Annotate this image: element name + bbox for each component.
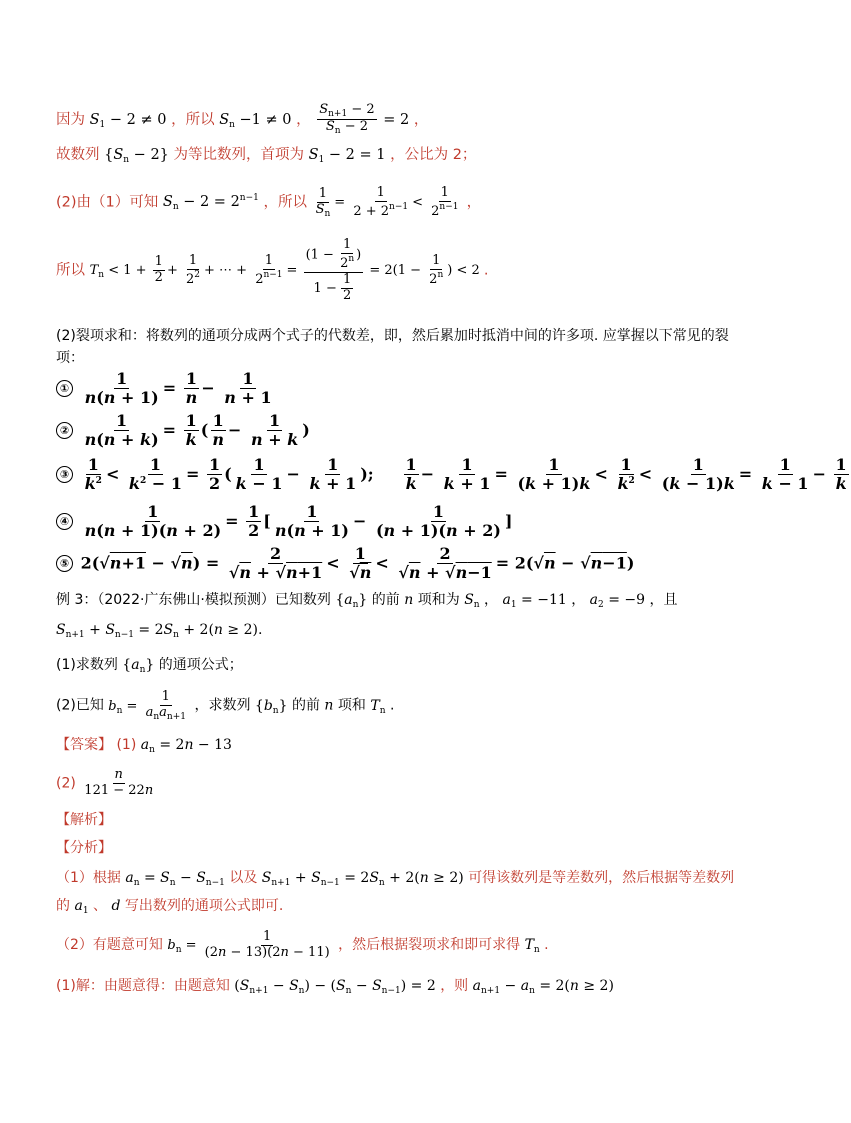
jiexi-label: [56, 812, 112, 829]
math-inline: d: [111, 898, 121, 914]
math-inline: $\{a_n\}$: [122, 657, 155, 675]
text-fragment: ，: [571, 592, 586, 608]
text-fragment: 可得该数列是等差数列，然后根据等差数列的: [56, 870, 735, 914]
item-marker: ①: [56, 380, 73, 397]
math-inline: $a_1 = -11$: [502, 592, 567, 610]
solution-line-3: [56, 186, 481, 220]
math-inline: $\{S_n - 2\}$: [104, 147, 169, 165]
text-fragment: （1）根据: [56, 870, 121, 886]
analysis-1: [56, 864, 746, 920]
math-inline: $\frac{1}{S_n}$ = $\frac{1}{2 + 2^{n-1}}$ < $\frac{1}{2^{n-1}}$: [315, 185, 459, 219]
math-inline: $T_n < 1$ + $\frac{1}{2}$ + $\frac{1}{2^2}$ + ⋯ + $\frac{1}{2^{n-1}}$ = (1 − $\frac{1}{2^n}$ ) 1 − $\frac{1}{2}$ = 2(1 − $\frac{1}{2^n}$ ) < 2: [89, 237, 484, 303]
analysis-2: [56, 930, 549, 961]
question-2: [56, 690, 394, 722]
text-fragment: 所以: [56, 262, 85, 279]
text-fragment: 项和为: [417, 592, 460, 608]
text-fragment: 因为: [56, 111, 85, 128]
math-inline: $S_1 - 2 = 1$: [308, 147, 386, 165]
math-inline: $a_1$: [74, 898, 89, 916]
math-inline: = 2: [383, 111, 410, 128]
formula-2: ② $\frac{1}{n(n + k)}$ = $\frac{1}{k}$ ( $\frac{1}{n}$ − $\frac{1}{n + k}$ ): [56, 412, 310, 450]
solution-start: [56, 978, 614, 997]
text-fragment: ，则: [440, 978, 469, 994]
item-marker: ④: [56, 513, 73, 530]
math-inline: $S_1 - 2 \ne 0$: [89, 111, 167, 130]
text-fragment: 的通项公式；: [158, 657, 243, 673]
math-inline: n: [324, 697, 334, 714]
text-fragment: (1): [116, 737, 137, 753]
answer-label: 【答案】: [56, 737, 112, 753]
item-marker: ⑤: [56, 555, 73, 572]
text-fragment: ，: [484, 592, 499, 608]
formula-4: ④ $\frac{1}{n(n + 1)(n + 2)}$ = $\frac{1}{2}$ [ $\frac{1}{n(n + 1)}$ − $\frac{1}{(n + 1)(n + 2)}$ ]: [56, 503, 512, 541]
fenxi-label: [56, 840, 112, 857]
math-inline: $a_n = 2n - 13$: [140, 737, 232, 755]
example-condition: $S_{n+1} + S_{n-1} = 2S_n + 2(n \ge 2)$.: [56, 622, 263, 640]
answer-line-2: [56, 768, 157, 799]
fraction: $\frac{n}{121 - 22n}$: [84, 767, 154, 798]
math-inline: $S_n -1 \ne 0$: [219, 111, 292, 130]
math-inline: $a_{n+1} - a_n = 2(n \ge 2)$: [472, 978, 614, 996]
text-fragment: ，且: [649, 592, 678, 608]
text-fragment: (1)解：由题意得：由题意知: [56, 978, 230, 994]
math-inline: $S_n$: [464, 592, 480, 610]
text-fragment: 例 3：（2022·广东佛山·模拟预测）已知数列: [56, 592, 331, 608]
math-inline: $\{b_n\}$: [254, 697, 288, 716]
math-inline: $b_n$ = $\frac{1}{(2n - 13)(2n - 11)}$: [167, 929, 330, 960]
text-fragment: (2)已知: [56, 697, 104, 714]
text-fragment: ，所以: [171, 111, 215, 128]
solution-line-2: [56, 147, 476, 166]
math-inline: $b_n$ = $\frac{1}{a_na_{n+1}}$: [108, 689, 186, 722]
math-inline: $a_2 = -9$: [589, 592, 646, 610]
text-fragment: 以及: [229, 870, 258, 886]
text-fragment: ，: [413, 111, 429, 128]
math-inline: $a_n = S_n - S_{n-1}$: [125, 870, 225, 888]
solution-line-4: [56, 238, 489, 304]
formula-3: ③ $\frac{1}{k^2}$ < $\frac{1}{k^2 - 1}$ = $\frac{1}{2}$ ( $\frac{1}{k - 1}$ − $\frac{1}{k + 1}$ ); $\frac{1}{k}$ − $\frac{1}{k + 1}$ = $\frac{1}{(k + 1)k}$ < $\frac{1}{k^2}$ < $\frac{1}{(k - 1)k}$ = $\frac{1}{k - 1}$ − $\frac{1}{k}$: [56, 456, 851, 494]
text-fragment: ，所以: [263, 194, 307, 211]
text-fragment: (2): [56, 775, 76, 792]
fraction: $\frac{S_{n+1} - 2}{S_n - 2}$: [319, 102, 375, 137]
math-inline: $T_n$: [370, 697, 386, 716]
text-fragment: ，公比为 2；: [390, 147, 477, 163]
item-marker: ③: [56, 466, 73, 483]
question-1: [56, 657, 243, 676]
math-inline: $T_n$: [524, 936, 540, 955]
text-fragment: 、: [93, 898, 107, 914]
text-fragment: 【解析】: [56, 812, 112, 828]
item-marker: ②: [56, 422, 73, 439]
example-title: [56, 592, 678, 611]
math-inline: n: [404, 592, 414, 608]
text-fragment: 故数列: [56, 147, 100, 163]
math-inline: $\{a_n\}$: [335, 592, 368, 610]
text-fragment: .: [483, 262, 489, 279]
text-fragment: (2)裂项求和：将数列的通项分成两个式子的代数差，即，然后累加时抵消中间的许多项. 应掌握以下常见的裂项：: [56, 328, 729, 367]
text-fragment: 写出数列的通项公式即可.: [124, 898, 284, 914]
text-fragment: (1)求数列: [56, 657, 118, 673]
text-fragment: ，然后根据裂项求和即可求得: [338, 936, 521, 953]
text-fragment: ，: [466, 194, 482, 211]
text-fragment: 【分析】: [56, 840, 112, 856]
text-fragment: .: [257, 622, 263, 638]
text-fragment: .: [544, 936, 549, 953]
text-fragment: （2）有题意可知: [56, 936, 163, 953]
text-fragment: ，求数列: [194, 697, 251, 714]
method-intro: [56, 325, 746, 370]
answer-line-1: [56, 737, 232, 756]
text-fragment: 项和: [337, 697, 366, 714]
text-fragment: ，: [296, 111, 311, 128]
math-inline: $S_n - 2 = 2^{n-1}$: [162, 193, 259, 213]
math-inline: $(S_{n+1} - S_n) - (S_n - S_{n-1}) = 2$: [234, 978, 436, 996]
formula-1: ① $\frac{1}{n(n + 1)}$ = $\frac{1}{n}$ − $\frac{1}{n + 1}$: [56, 370, 276, 408]
text-fragment: 为等比数列，首项为: [173, 147, 305, 163]
text-fragment: .: [389, 697, 395, 714]
math-inline: $S_{n+1} + S_{n-1} = 2S_n + 2(n \ge 2)$: [261, 870, 464, 888]
text-fragment: (2)由（1）可知: [56, 194, 159, 211]
formula-5: ⑤ 2(√n+1 − √n) = $\frac{2}{√n + √n+1}$ < $\frac{1}{√n}$ < $\frac{2}{√n + √n-1}$ = 2(√n − √n−1): [56, 545, 634, 583]
text-fragment: 的前: [371, 592, 400, 608]
text-fragment: 的前: [291, 697, 320, 714]
solution-line-1: [56, 103, 428, 137]
